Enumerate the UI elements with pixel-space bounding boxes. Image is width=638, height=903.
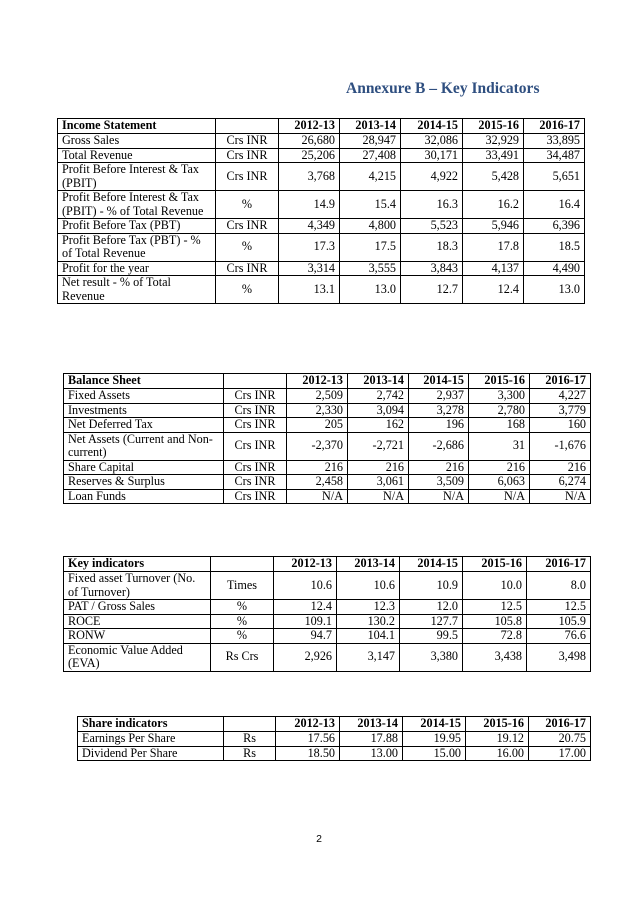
year-header-cell: 2016-17 bbox=[524, 119, 585, 134]
value-cell: 4,490 bbox=[524, 261, 585, 276]
row-unit: Crs INR bbox=[224, 432, 287, 460]
row-label: RONW bbox=[64, 629, 211, 644]
table-row bbox=[64, 418, 591, 433]
value-cell: 5,946 bbox=[463, 219, 524, 234]
row-unit: Crs INR bbox=[224, 475, 287, 490]
table-row bbox=[64, 475, 591, 490]
row-label: Reserves & Surplus bbox=[64, 475, 224, 490]
value-cell: 2,926 bbox=[274, 643, 337, 671]
table-row bbox=[58, 148, 585, 163]
value-cell: 3,300 bbox=[469, 389, 530, 404]
row-label: Profit Before Interest & Tax (PBIT) - % of Total Revenue bbox=[58, 191, 216, 219]
value-cell: 2,458 bbox=[287, 475, 348, 490]
table-header-row bbox=[64, 557, 591, 572]
value-cell: 3,509 bbox=[409, 475, 469, 490]
table-row bbox=[58, 219, 585, 234]
value-cell: 2,937 bbox=[409, 389, 469, 404]
table-row bbox=[64, 389, 591, 404]
key-indicators-table bbox=[63, 556, 591, 672]
year-header-cell: 2014-15 bbox=[403, 717, 466, 732]
year-header-cell: 2014-15 bbox=[409, 374, 469, 389]
value-cell: 15.00 bbox=[403, 746, 466, 761]
row-label: Profit Before Interest & Tax (PBIT) bbox=[58, 163, 216, 191]
row-label: Dividend Per Share bbox=[78, 746, 224, 761]
value-cell: 12.3 bbox=[337, 600, 400, 615]
table-row bbox=[64, 629, 591, 644]
value-cell: 127.7 bbox=[400, 614, 463, 629]
year-header-cell: 2013-14 bbox=[348, 374, 409, 389]
year-header-cell: 2012-13 bbox=[274, 557, 337, 572]
row-label: Economic Value Added (EVA) bbox=[64, 643, 211, 671]
row-unit: Crs INR bbox=[224, 403, 287, 418]
table-row bbox=[58, 134, 585, 149]
value-cell: 5,651 bbox=[524, 163, 585, 191]
row-unit: % bbox=[211, 600, 274, 615]
value-cell: 32,086 bbox=[401, 134, 463, 149]
value-cell: 17.5 bbox=[340, 233, 401, 261]
value-cell: 12.0 bbox=[400, 600, 463, 615]
row-label: Gross Sales bbox=[58, 134, 216, 149]
row-label: Net result - % of Total Revenue bbox=[58, 276, 216, 304]
row-label: Profit Before Tax (PBT) - % of Total Revenue bbox=[58, 233, 216, 261]
row-label: Investments bbox=[64, 403, 224, 418]
table-row bbox=[64, 614, 591, 629]
value-cell: 18.5 bbox=[524, 233, 585, 261]
value-cell: -2,721 bbox=[348, 432, 409, 460]
table-row bbox=[78, 746, 591, 761]
value-cell: 10.6 bbox=[337, 572, 400, 600]
row-unit: Crs INR bbox=[224, 418, 287, 433]
row-unit: % bbox=[211, 629, 274, 644]
value-cell: 6,063 bbox=[469, 475, 530, 490]
value-cell: 12.5 bbox=[463, 600, 527, 615]
table-row bbox=[64, 600, 591, 615]
value-cell: 4,137 bbox=[463, 261, 524, 276]
value-cell: 13.0 bbox=[524, 276, 585, 304]
value-cell: 196 bbox=[409, 418, 469, 433]
share-indicators-table bbox=[77, 716, 591, 761]
value-cell: 3,061 bbox=[348, 475, 409, 490]
value-cell: 27,408 bbox=[340, 148, 401, 163]
row-label: Loan Funds bbox=[64, 489, 224, 504]
value-cell: 105.8 bbox=[463, 614, 527, 629]
table-header-row bbox=[58, 119, 585, 134]
row-label: Profit Before Tax (PBT) bbox=[58, 219, 216, 234]
row-unit: Rs bbox=[224, 732, 276, 747]
value-cell: 2,509 bbox=[287, 389, 348, 404]
table-row bbox=[58, 163, 585, 191]
value-cell: 4,227 bbox=[530, 389, 591, 404]
value-cell: 5,523 bbox=[401, 219, 463, 234]
value-cell: 28,947 bbox=[340, 134, 401, 149]
value-cell: 4,349 bbox=[279, 219, 340, 234]
value-cell: 19.95 bbox=[403, 732, 466, 747]
value-cell: 17.8 bbox=[463, 233, 524, 261]
value-cell: 13.00 bbox=[340, 746, 403, 761]
value-cell: 76.6 bbox=[527, 629, 591, 644]
table-row bbox=[58, 233, 585, 261]
value-cell: 16.2 bbox=[463, 191, 524, 219]
value-cell: 99.5 bbox=[400, 629, 463, 644]
row-label: Profit for the year bbox=[58, 261, 216, 276]
value-cell: 104.1 bbox=[337, 629, 400, 644]
page-title: Annexure B – Key Indicators bbox=[346, 80, 540, 97]
value-cell: 216 bbox=[348, 460, 409, 475]
value-cell: 130.2 bbox=[337, 614, 400, 629]
value-cell: 17.00 bbox=[529, 746, 591, 761]
value-cell: 14.9 bbox=[279, 191, 340, 219]
value-cell: 26,680 bbox=[279, 134, 340, 149]
value-cell: 17.3 bbox=[279, 233, 340, 261]
value-cell: 12.7 bbox=[401, 276, 463, 304]
value-cell: 10.9 bbox=[400, 572, 463, 600]
value-cell: 30,171 bbox=[401, 148, 463, 163]
row-label: Net Deferred Tax bbox=[64, 418, 224, 433]
value-cell: -2,686 bbox=[409, 432, 469, 460]
value-cell: 5,428 bbox=[463, 163, 524, 191]
year-header-cell: 2014-15 bbox=[400, 557, 463, 572]
row-label: PAT / Gross Sales bbox=[64, 600, 211, 615]
row-unit: Crs INR bbox=[216, 219, 279, 234]
year-header-cell: 2012-13 bbox=[287, 374, 348, 389]
section-heading: Key indicators bbox=[64, 557, 211, 572]
row-label: Net Assets (Current and Non-current) bbox=[64, 432, 224, 460]
year-header-cell: 2013-14 bbox=[337, 557, 400, 572]
value-cell: 19.12 bbox=[466, 732, 529, 747]
row-label: Fixed asset Turnover (No. of Turnover) bbox=[64, 572, 211, 600]
value-cell: 216 bbox=[287, 460, 348, 475]
table-row bbox=[78, 732, 591, 747]
income-statement-table bbox=[57, 118, 585, 304]
value-cell: 32,929 bbox=[463, 134, 524, 149]
row-unit: % bbox=[211, 614, 274, 629]
unit-header-cell bbox=[224, 717, 276, 732]
value-cell: 2,780 bbox=[469, 403, 530, 418]
value-cell: 8.0 bbox=[527, 572, 591, 600]
year-header-cell: 2013-14 bbox=[340, 717, 403, 732]
table-header-row bbox=[78, 717, 591, 732]
value-cell: 216 bbox=[530, 460, 591, 475]
value-cell: 34,487 bbox=[524, 148, 585, 163]
value-cell: 3,555 bbox=[340, 261, 401, 276]
section-heading: Share indicators bbox=[78, 717, 224, 732]
value-cell: 94.7 bbox=[274, 629, 337, 644]
value-cell: 13.1 bbox=[279, 276, 340, 304]
year-header-cell: 2015-16 bbox=[469, 374, 530, 389]
value-cell: 16.4 bbox=[524, 191, 585, 219]
value-cell: 10.0 bbox=[463, 572, 527, 600]
value-cell: N/A bbox=[287, 489, 348, 504]
table-row bbox=[64, 460, 591, 475]
unit-header-cell bbox=[216, 119, 279, 134]
value-cell: 25,206 bbox=[279, 148, 340, 163]
value-cell: 216 bbox=[469, 460, 530, 475]
row-label: Total Revenue bbox=[58, 148, 216, 163]
value-cell: 16.3 bbox=[401, 191, 463, 219]
section-heading: Balance Sheet bbox=[64, 374, 224, 389]
year-header-cell: 2015-16 bbox=[463, 119, 524, 134]
table-row bbox=[64, 489, 591, 504]
value-cell: 216 bbox=[409, 460, 469, 475]
table-row bbox=[64, 572, 591, 600]
value-cell: 105.9 bbox=[527, 614, 591, 629]
value-cell: 33,895 bbox=[524, 134, 585, 149]
row-unit: Crs INR bbox=[216, 134, 279, 149]
row-label: Earnings Per Share bbox=[78, 732, 224, 747]
value-cell: 3,147 bbox=[337, 643, 400, 671]
year-header-cell: 2013-14 bbox=[340, 119, 401, 134]
balance-sheet-table bbox=[63, 373, 591, 504]
value-cell: 15.4 bbox=[340, 191, 401, 219]
year-header-cell: 2014-15 bbox=[401, 119, 463, 134]
row-unit: % bbox=[216, 276, 279, 304]
value-cell: 160 bbox=[530, 418, 591, 433]
year-header-cell: 2012-13 bbox=[279, 119, 340, 134]
income-statement-body bbox=[58, 119, 585, 304]
table-row bbox=[58, 276, 585, 304]
value-cell: 3,278 bbox=[409, 403, 469, 418]
unit-header-cell bbox=[211, 557, 274, 572]
row-unit: % bbox=[216, 191, 279, 219]
table-row bbox=[58, 261, 585, 276]
unit-header-cell bbox=[224, 374, 287, 389]
row-unit: Crs INR bbox=[224, 389, 287, 404]
table-row bbox=[58, 191, 585, 219]
table-row bbox=[64, 403, 591, 418]
value-cell: 2,330 bbox=[287, 403, 348, 418]
share-indicators-body bbox=[78, 717, 591, 761]
row-unit: Crs INR bbox=[216, 148, 279, 163]
value-cell: 12.4 bbox=[274, 600, 337, 615]
value-cell: N/A bbox=[530, 489, 591, 504]
value-cell: 168 bbox=[469, 418, 530, 433]
value-cell: 17.88 bbox=[340, 732, 403, 747]
year-header-cell: 2016-17 bbox=[530, 374, 591, 389]
row-label: Fixed Assets bbox=[64, 389, 224, 404]
value-cell: 6,274 bbox=[530, 475, 591, 490]
value-cell: 4,215 bbox=[340, 163, 401, 191]
value-cell: 16.00 bbox=[466, 746, 529, 761]
value-cell: 12.4 bbox=[463, 276, 524, 304]
value-cell: 3,314 bbox=[279, 261, 340, 276]
row-label: Share Capital bbox=[64, 460, 224, 475]
value-cell: 17.56 bbox=[276, 732, 340, 747]
value-cell: 31 bbox=[469, 432, 530, 460]
key-indicators-body bbox=[64, 557, 591, 672]
balance-sheet-body bbox=[64, 374, 591, 504]
value-cell: 33,491 bbox=[463, 148, 524, 163]
value-cell: N/A bbox=[409, 489, 469, 504]
year-header-cell: 2012-13 bbox=[276, 717, 340, 732]
value-cell: N/A bbox=[348, 489, 409, 504]
table-header-row bbox=[64, 374, 591, 389]
value-cell: 18.3 bbox=[401, 233, 463, 261]
value-cell: 3,498 bbox=[527, 643, 591, 671]
row-label: ROCE bbox=[64, 614, 211, 629]
year-header-cell: 2016-17 bbox=[529, 717, 591, 732]
value-cell: 2,742 bbox=[348, 389, 409, 404]
value-cell: 3,094 bbox=[348, 403, 409, 418]
row-unit: Times bbox=[211, 572, 274, 600]
row-unit: % bbox=[216, 233, 279, 261]
year-header-cell: 2015-16 bbox=[463, 557, 527, 572]
value-cell: 4,800 bbox=[340, 219, 401, 234]
value-cell: 10.6 bbox=[274, 572, 337, 600]
section-heading: Income Statement bbox=[58, 119, 216, 134]
value-cell: -2,370 bbox=[287, 432, 348, 460]
value-cell: 3,779 bbox=[530, 403, 591, 418]
value-cell: 109.1 bbox=[274, 614, 337, 629]
row-unit: Crs INR bbox=[224, 460, 287, 475]
table-row bbox=[64, 643, 591, 671]
row-unit: Crs INR bbox=[224, 489, 287, 504]
value-cell: 3,768 bbox=[279, 163, 340, 191]
value-cell: 205 bbox=[287, 418, 348, 433]
value-cell: 18.50 bbox=[276, 746, 340, 761]
value-cell: 3,438 bbox=[463, 643, 527, 671]
value-cell: 3,380 bbox=[400, 643, 463, 671]
row-unit: Rs bbox=[224, 746, 276, 761]
row-unit: Crs INR bbox=[216, 261, 279, 276]
row-unit: Rs Crs bbox=[211, 643, 274, 671]
value-cell: 162 bbox=[348, 418, 409, 433]
value-cell: 72.8 bbox=[463, 629, 527, 644]
value-cell: 4,922 bbox=[401, 163, 463, 191]
value-cell: 3,843 bbox=[401, 261, 463, 276]
value-cell: -1,676 bbox=[530, 432, 591, 460]
year-header-cell: 2015-16 bbox=[466, 717, 529, 732]
value-cell: 13.0 bbox=[340, 276, 401, 304]
value-cell: 12.5 bbox=[527, 600, 591, 615]
value-cell: N/A bbox=[469, 489, 530, 504]
row-unit: Crs INR bbox=[216, 163, 279, 191]
page-number: 2 bbox=[316, 833, 322, 845]
table-row bbox=[64, 432, 591, 460]
value-cell: 20.75 bbox=[529, 732, 591, 747]
value-cell: 6,396 bbox=[524, 219, 585, 234]
year-header-cell: 2016-17 bbox=[527, 557, 591, 572]
